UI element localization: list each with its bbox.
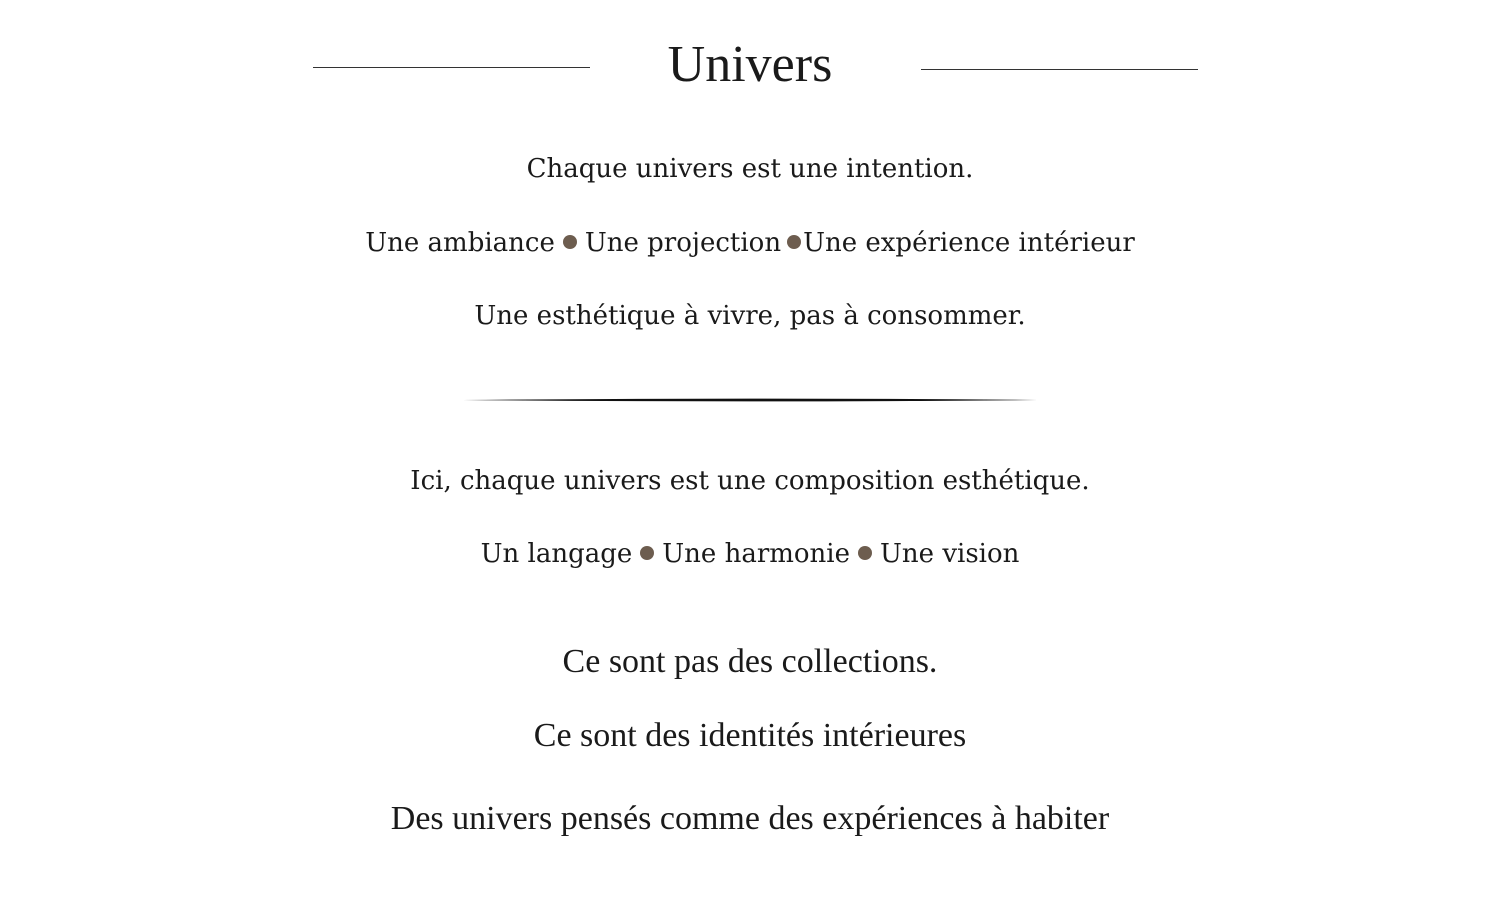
triad-item-projection: Une projection	[584, 228, 782, 258]
bullet-dot-icon	[858, 546, 872, 560]
triad-item-ambiance: Une ambiance	[365, 228, 555, 258]
bullet-dot-icon	[640, 546, 654, 560]
composition-triad	[0, 537, 1500, 571]
intro-line-intention: Chaque univers est une intention.	[526, 154, 974, 184]
title-divider-right	[921, 69, 1198, 70]
closing-line-collections: Ce sont pas des collections.	[562, 643, 938, 680]
triad-item-harmonie: Une harmonie	[662, 539, 851, 569]
bullet-dot-icon	[563, 235, 577, 249]
intro-line-esthetique: Une esthétique à vivre, pas à consommer.	[474, 301, 1026, 331]
intro-triad	[0, 226, 1500, 260]
composition-line: Ici, chaque univers est une composition esthétique.	[410, 466, 1090, 496]
closing-line-identites: Ce sont des identités intérieures	[533, 717, 967, 754]
bullet-dot-icon	[787, 235, 801, 249]
ornamental-divider	[463, 394, 1037, 406]
triad-item-langage: Un langage	[480, 539, 633, 569]
triad-item-vision: Une vision	[880, 539, 1020, 569]
triad-item-experience: Une expérience intérieur	[803, 228, 1135, 258]
closing-line-experiences: Des univers pensés comme des expériences à habiter	[390, 800, 1110, 837]
page-title: Univers	[667, 36, 833, 93]
